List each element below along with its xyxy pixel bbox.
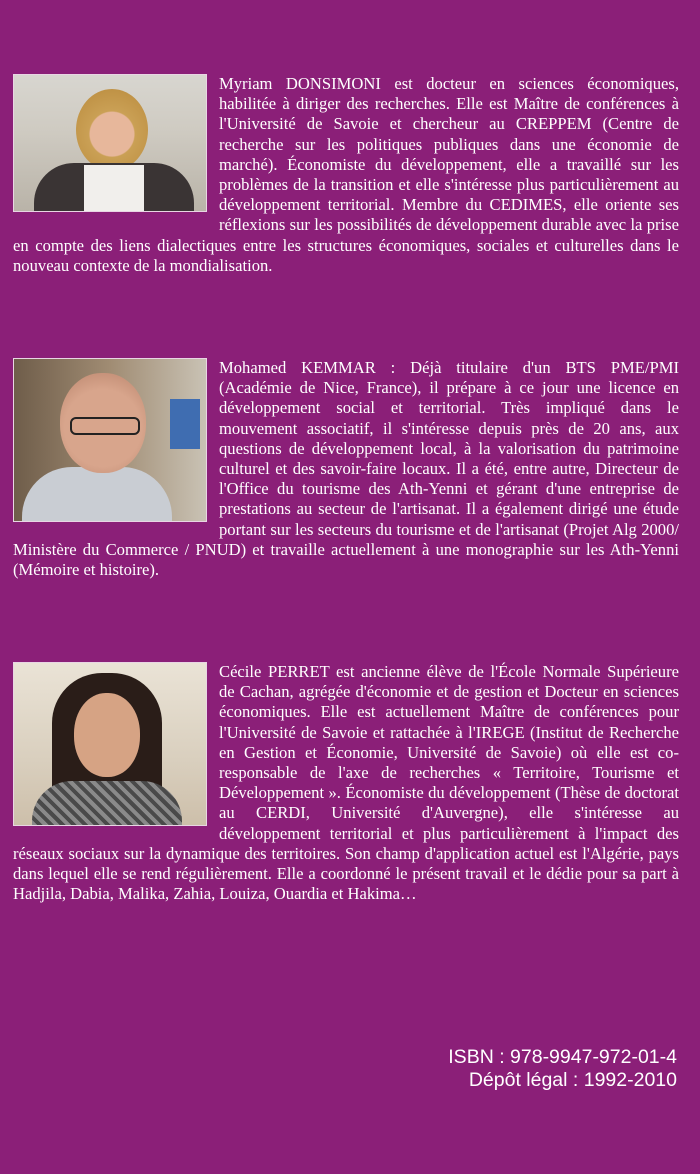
author-bio-text: Myriam DONSIMONI est docteur en sciences économiques, habilitée à diriger des recherches. Elle est Maître de conférences à l'Université de Savoie et chercheur au CREPPEM (Centre de recherche sur les politiques publiques dans une économie de marché). Économiste du développement, elle a travaillé sur les problèmes de la transition et elle s'intéresse plus particulièrement au développement territorial. Membre du CEDIMES, elle oriente ses réflexions sur les possibilités de développement durable avec la prise en compte des liens dialectiques entre les structures économiques, sociales et culturelles dans le nouveau contexte de la mondialisation. (13, 74, 679, 275)
author-bio-kemmar (13, 358, 679, 580)
author-bio-text: Cécile PERRET est ancienne élève de l'École Normale Supérieure de Cachan, agrégée d'économie et de gestion et Docteur en sciences économiques. Elle est actuellement Maître de conférences pour l'Université de Savoie et rattachée à l'IREGE (Institut de Recherche en Gestion et Économie, Université de Savoie) où elle est co-responsable de l'axe de recherches « Territoire, Tourisme et Développement ». Économiste du développement (Thèse de doctorat au CERDI, Université d'Auvergne), elle s'intéresse au développement territorial et plus particulièrement à l'impact des réseaux sociaux sur la dynamique des territoires. Son champ d'application actuel est l'Algérie, pays dans lequel elle se rend régulièrement. Elle a coordonné le présent travail et le dédie pour sa part à Hadjila, Dabia, Malika, Zahia, Louiza, Ouardia et Hakima… (13, 662, 679, 904)
author-photo-kemmar (13, 358, 207, 522)
author-bio-perret (13, 662, 679, 904)
publication-info (448, 1046, 677, 1092)
author-photo-donsimoni (13, 74, 207, 212)
author-photo-perret (13, 662, 207, 826)
isbn-line: ISBN : 978-9947-972-01-4 (448, 1046, 677, 1068)
depot-legal-line: Dépôt légal : 1992-2010 (468, 1069, 677, 1091)
author-bio-text: Mohamed KEMMAR : Déjà titulaire d'un BTS PME/PMI (Académie de Nice, France), il prépare à ce jour une licence en développement social et territorial. Très impliqué dans le mouvement associatif, il s'intéresse depuis près de 20 ans, aux questions de développement local, à la valorisation du patrimoine culturel et des savoir-faire locaux. Il a été, entre autre, Directeur de l'Office du tourisme des Ath-Yenni et gérant d'une entreprise de prestations au secteur de l'artisanat. Il a également dirigé une étude portant sur les secteurs du tourisme et de l'artisanat (Projet Alg 2000/ Ministère du Commerce / PNUD) et travaille actuellement à une monographie sur les Ath-Yenni (Mémoire et histoire). (13, 358, 679, 580)
author-bio-donsimoni (13, 74, 679, 276)
